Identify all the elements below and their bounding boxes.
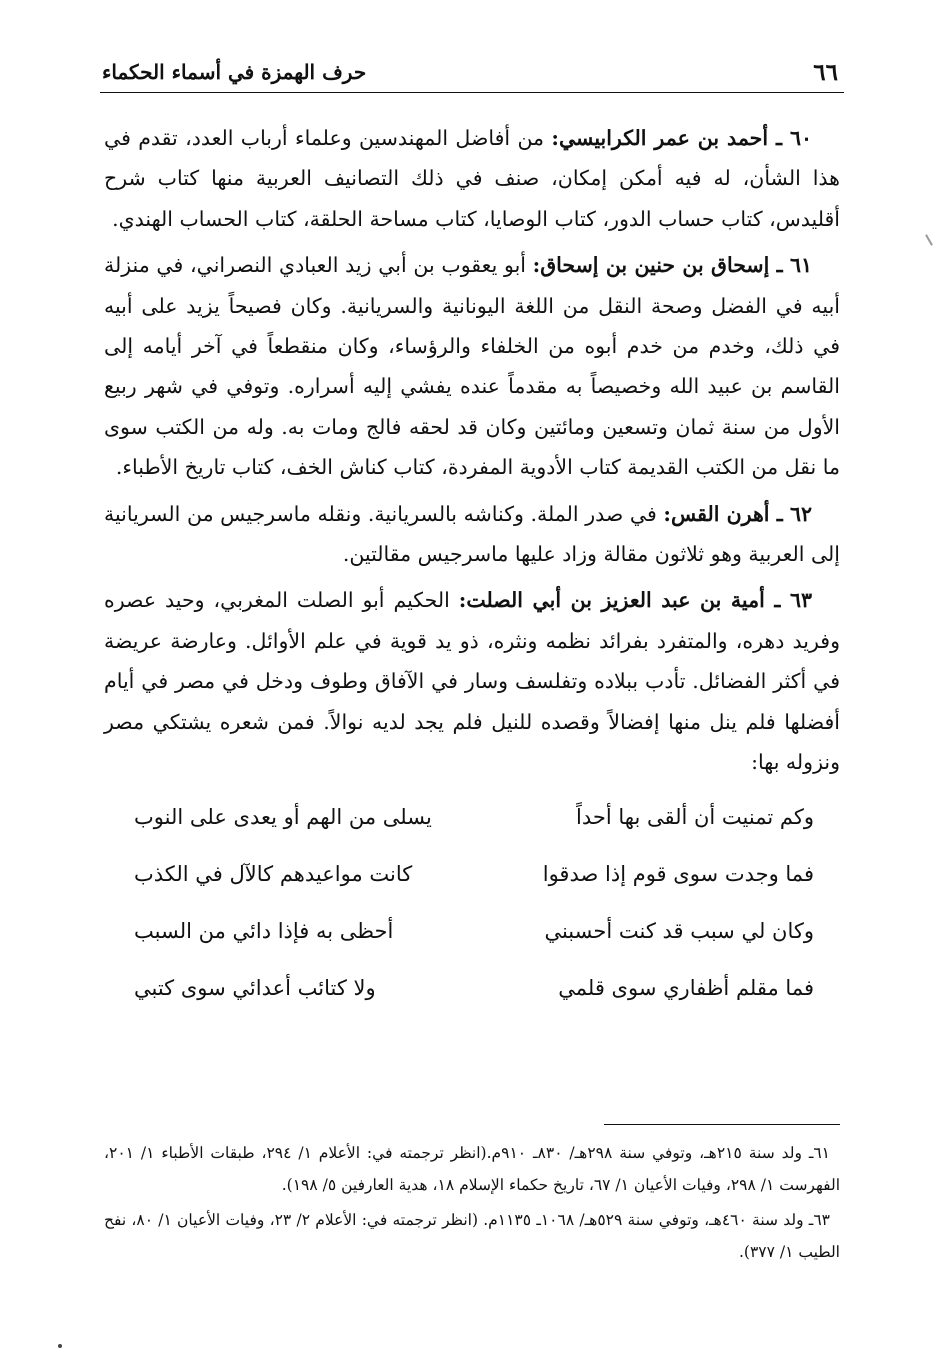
verse-second-hemistich: يسلى من الهم أو يعدى على النوب xyxy=(134,805,432,829)
entry-heading: ٦٢ ـ أهرن القس: xyxy=(663,501,812,526)
verse-second-hemistich: أحظى به فإذا دائي من السبب xyxy=(134,919,394,943)
scan-speck xyxy=(58,1344,62,1348)
entry-heading: ٦٠ ـ أحمد بن عمر الكرابيسي: xyxy=(551,126,812,150)
entry-62 xyxy=(104,494,840,575)
page-body xyxy=(104,118,840,1017)
entry-text: في صدر الملة. وكناشه بالسريانية. ونقله ماسرجيس من السريانية إلى العربية وهو ثلاثون مقالة وزاد عليها ماسرجيس مقالتين. xyxy=(104,501,840,567)
verse-first-hemistich: فما وجدت سوى قوم إذا صدقوا xyxy=(542,862,814,886)
footnote-61: ٦١ـ ولد سنة ٢١٥هـ، وتوفي سنة ٢٩٨هـ/ ٨٣٠ـ ٩١٠م.(انظر ترجمته في: الأعلام ١/ ٢٩٤، طبقات الأطباء ١/ ٢٠١، الفهرست ١/ ٢٩٨، وفيات الأعيان ١/ ٦٧، تاريخ حكماء الإسلام ١٨، هدية العارفين ٥/ ١٩٨). xyxy=(104,1144,840,1194)
verse-line xyxy=(104,903,840,960)
entry-63 xyxy=(104,580,840,782)
entry-text: أبو يعقوب بن أبي زيد العبادي النصراني، في منزلة أبيه في الفضل وصحة النقل من اللغة اليونانية والسريانية. وكان فصيحاً يزيد على أبيه في ذلك، وخدم من خدم أبوه من الخلفاء والرؤساء، وكان منقطعاً في آخر أيامه إلى القاسم بن عبيد الله وخصيصاً به مقدماً عنده يفشي إليه أسراره. وتوفي في شهر ربيع الأول من سنة ثمان وتسعين ومائتين وكان قد لحقه فالج ومات به. وله من الكتب سوى ما نقل من الكتب القديمة كتاب الأدوية المفردة، كتاب كناش الخف، كتاب تاريخ الأطباء. xyxy=(104,253,840,480)
entry-text: من أفاضل المهندسين وعلماء أرباب العدد، تقدم في هذا الشأن، له فيه أمكن إمكان، صنف في ذلك التصانيف العربية منها كتاب شرح أقليدس، كتاب حساب الدور، كتاب الوصايا، كتاب مساحة الحلقة، كتاب الحساب الهندي. xyxy=(104,126,840,231)
footnote-divider xyxy=(604,1124,840,1125)
verse-line xyxy=(104,789,840,846)
footnote-63: ٦٣ـ ولد سنة ٤٦٠هـ، وتوفي سنة ٥٢٩هـ/ ١٠٦٨ـ ١١٣٥م. (انظر ترجمته في: الأعلام ٢/ ٢٣، وفيات الأعيان ١/ ٨٠، نفح الطيب ١/ ٣٧٧). xyxy=(104,1211,840,1261)
entry-60 xyxy=(104,118,840,239)
running-title: حرف الهمزة في أسماء الحكماء xyxy=(102,60,367,84)
verse-first-hemistich: فما مقلم أظفاري سوى قلمي xyxy=(558,976,814,1000)
entry-text: الحكيم أبو الصلت المغربي، وحيد عصره وفريد دهره، والمتفرد بفرائد نظمه ونثره، ذو يد قوية في علم الأوائل. وعارضة عريضة في أكثر الفضائل. تأدب ببلاده وتفلسف وسار في الآفاق وطوف ودخل في مصر في أيام أفضلها فلم ينل منها إفضالاً وقصده للنيل فلم يجد لديه نوالاً. فمن شعره يشتكي مصر ونزوله بها: xyxy=(104,588,840,775)
entry-heading: ٦٣ ـ أمية بن عبد العزيز بن أبي الصلت: xyxy=(458,588,812,613)
verse-second-hemistich: كانت مواعيدهم كالآل في الكذب xyxy=(134,862,413,886)
page-number: ٦٦ xyxy=(813,58,838,86)
verse-line xyxy=(104,960,840,1017)
verse-line xyxy=(104,846,840,903)
entry-61 xyxy=(104,245,840,487)
poem xyxy=(104,789,840,1017)
verse-first-hemistich: وكان لي سبب قد كنت أحسبني xyxy=(544,919,814,943)
footnotes xyxy=(104,1138,840,1272)
scan-mark xyxy=(925,234,933,245)
verse-second-hemistich: ولا كتائب أعدائي سوى كتبي xyxy=(134,976,376,1000)
page-header xyxy=(100,52,844,93)
verse-first-hemistich: وكم تمنيت أن ألقى بها أحداً xyxy=(576,805,814,829)
entry-heading: ٦١ ـ إسحاق بن حنين بن إسحاق: xyxy=(532,253,812,278)
